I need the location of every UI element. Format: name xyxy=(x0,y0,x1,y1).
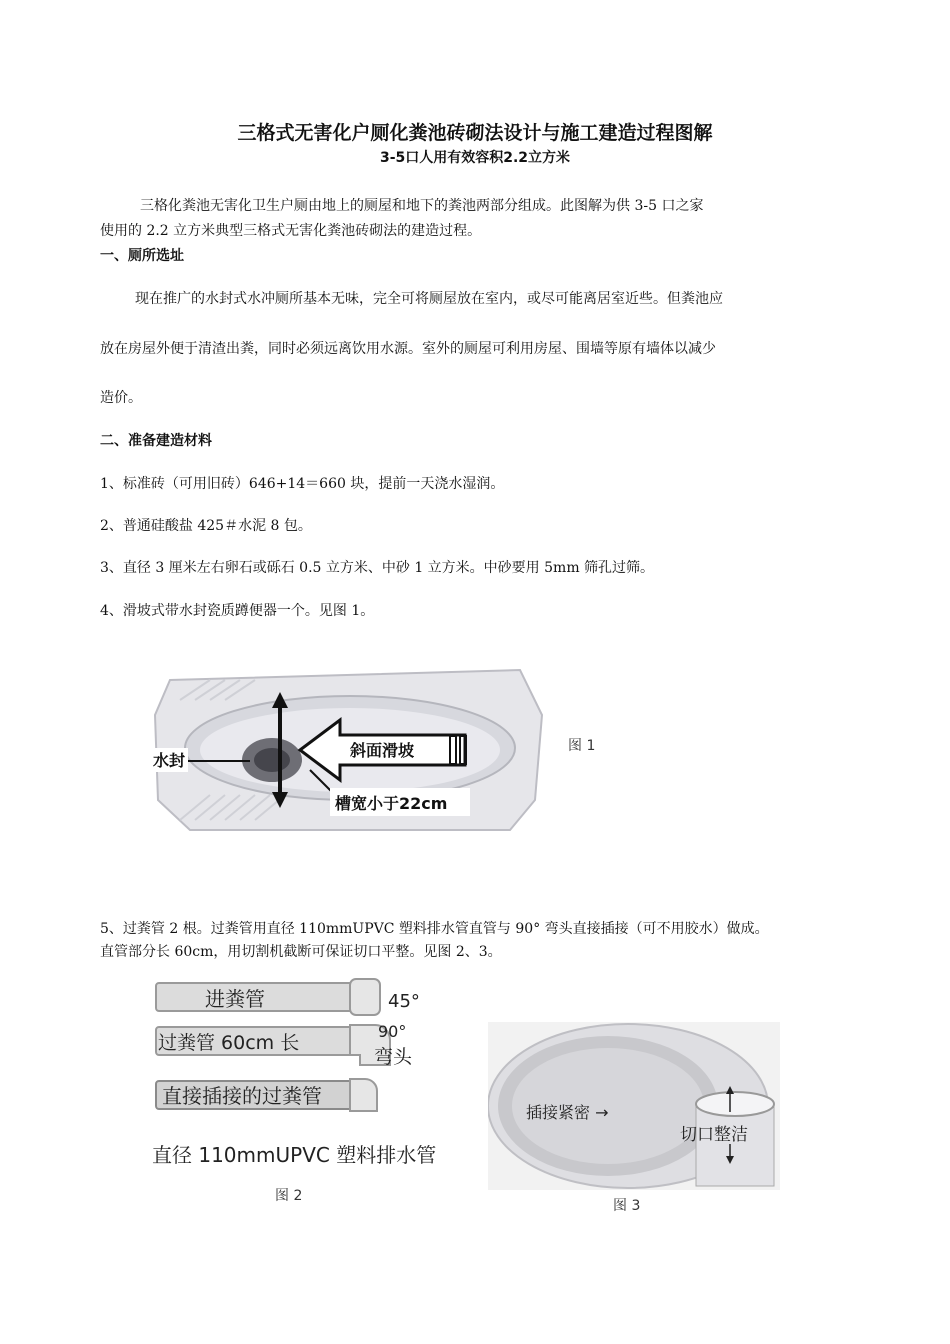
figure-2-angle-90-label: 90° xyxy=(378,1022,407,1041)
material-item-1: 1、标准砖（可用旧砖）646+14＝660 块，提前一天浇水湿润。 xyxy=(100,476,505,492)
page-subtitle: 3-5口人用有效容积2.2立方米 xyxy=(379,150,571,166)
section-site-line-2: 放在房屋外便于清渣出粪，同时必须远离饮用水源。室外的厕屋可利用房屋、围墙等原有墙体以减少 xyxy=(100,341,716,357)
figure-2-pipe-2-label: 过粪管 60cm 长 xyxy=(158,1032,300,1054)
figure-1-squat-toilet xyxy=(150,660,550,835)
page-title: 三格式无害化户厕化粪池砖砌法设计与施工建造过程图解 xyxy=(237,122,713,144)
figure-2-label: 图 2 xyxy=(275,1188,303,1204)
material-item-4: 4、滑坡式带水封瓷质蹲便器一个。见图 1。 xyxy=(100,603,375,619)
figure-1-label: 图 1 xyxy=(568,738,596,754)
figure-2-pipes xyxy=(150,975,450,1175)
material-item-5-line-1: 5、过粪管 2 根。过粪管用直径 110mmUPVC 塑料排水管直管与 90° 弯头直接插接（可不用胶水）做成。 xyxy=(100,921,769,937)
intro-line-2: 使用的 2.2 立方米典型三格式无害化粪池砖砌法的建造过程。 xyxy=(100,223,482,239)
material-item-2: 2、普通硅酸盐 425＃水泥 8 包。 xyxy=(100,518,312,534)
figure-2-pipe-3-label: 直接插接的过粪管 xyxy=(162,1084,322,1108)
figure-2-caption: 直径 110mmUPVC 塑料排水管 xyxy=(152,1143,437,1167)
material-item-5-line-2: 直管部分长 60cm，用切割机截断可保证切口平整。见图 2、3。 xyxy=(100,944,502,960)
figure-3-label: 图 3 xyxy=(613,1198,641,1214)
figure-1-groove-label: 槽宽小于22cm xyxy=(335,794,448,813)
figure-2-pipe-1-label: 进粪管 xyxy=(205,987,265,1011)
figure-3-pipe-connection xyxy=(488,1022,780,1190)
section-heading-materials: 二、准备建造材料 xyxy=(100,433,212,449)
section-site-line-3: 造价。 xyxy=(100,390,142,406)
figure-1-water-seal-label: 水封 xyxy=(153,751,186,770)
figure-2-elbow-label: 弯头 xyxy=(374,1046,413,1068)
figure-2-angle-45-label: 45° xyxy=(388,991,420,1012)
figure-3-clean-label: 切口整洁 xyxy=(680,1125,748,1145)
section-heading-site: 一、厕所选址 xyxy=(100,248,184,264)
intro-line-1: 三格化粪池无害化卫生户厕由地上的厕屋和地下的粪池两部分组成。此图解为供 3-5 口之家 xyxy=(140,198,704,214)
figure-3-tight-label: 插接紧密 → xyxy=(526,1103,609,1122)
figure-1-slope-label: 斜面滑坡 xyxy=(350,741,415,760)
material-item-3: 3、直径 3 厘米左右卵石或砾石 0.5 立方米、中砂 1 立方米。中砂要用 5mm 筛孔过筛。 xyxy=(100,560,655,576)
section-site-line-1: 现在推广的水封式水冲厕所基本无味，完全可将厕屋放在室内，或尽可能离居室近些。但粪池应 xyxy=(135,291,723,307)
